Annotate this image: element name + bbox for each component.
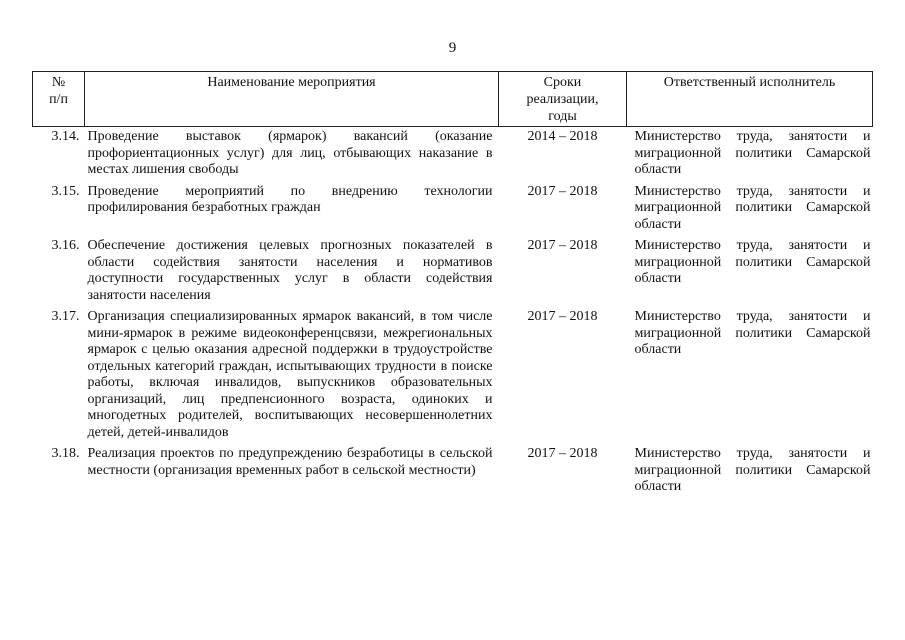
- row-executor: Министерство труда, занятости и миграционной политики Самарской области: [634, 129, 871, 177]
- row-number: 3.15.: [51, 183, 80, 199]
- row-executor: Министерство труда, занятости и миграционной политики Самарской области: [634, 183, 871, 232]
- row-term: 2017 – 2018: [527, 183, 598, 199]
- row-term: 2017 – 2018: [527, 238, 598, 253]
- table-body: [33, 127, 873, 499]
- row-executor: Министерство труда, занятости и миграционной политики Самарской области: [634, 309, 871, 357]
- header-term-line: Сроки: [543, 75, 582, 90]
- row-name: Реализация проектов по предупреждению безработицы в сельской местности (организация временных работ в сельской местности): [87, 446, 493, 478]
- row-executor: Министерство труда, занятости и миграционной политики Самарской области: [634, 238, 871, 286]
- header-term-line: реализации,: [526, 92, 599, 107]
- row-number: 3.16.: [51, 238, 80, 253]
- row-name: Проведение мероприятий по внедрению технологии профилирования безработных граждан: [87, 183, 493, 215]
- row-number: 3.17.: [51, 309, 80, 324]
- header-number: [33, 72, 85, 127]
- row-executor: Министерство труда, занятости и миграционной политики Самарской области: [634, 446, 871, 494]
- page-number: 9: [448, 40, 457, 56]
- header-term: [499, 72, 627, 127]
- table-row: [33, 444, 873, 499]
- row-number: 3.18.: [51, 446, 80, 461]
- row-name: Организация специализированных ярмарок вакансий, в том числе мини-ярмарок в режиме видеоконференцсвязи, межрегиональных ярмарок с целью оказания адресной поддержки в трудоустройстве отдельных категорий граждан, испытывающих трудности в поиске работы, включая инвалидов, выпускников образовательных организаций, лиц предпенсионного возраста, одиноких и многодетных родителей, воспитывающих несовершеннолетних детей, детей-инвалидов: [87, 309, 493, 440]
- header-name: Наименование мероприятия: [85, 72, 499, 127]
- header-row: [33, 72, 873, 127]
- row-term: 2017 – 2018: [527, 446, 598, 461]
- header-number-line: №: [51, 75, 66, 90]
- row-name: Проведение выставок (ярмарок) вакансий (оказание профориентационных услуг) для лиц, отбывающих наказание в местах лишения свободы: [87, 129, 493, 177]
- header-executor: Ответственный исполнитель: [627, 72, 873, 127]
- table-row: [33, 236, 873, 307]
- table-row: [33, 307, 873, 444]
- table-row: [33, 182, 873, 237]
- row-number: 3.14.: [51, 129, 80, 144]
- measures-table: [32, 71, 873, 499]
- table-row: [33, 127, 873, 182]
- header-term-line: годы: [548, 109, 577, 124]
- row-term: 2014 – 2018: [527, 129, 598, 144]
- row-term: 2017 – 2018: [527, 309, 598, 324]
- header-number-line: п/п: [49, 92, 68, 107]
- row-name: Обеспечение достижения целевых прогнозных показателей в области содействия занятости населения и нормативов доступности государственных услуг в области содействия занятости населения: [87, 238, 493, 303]
- table-header: [33, 72, 873, 127]
